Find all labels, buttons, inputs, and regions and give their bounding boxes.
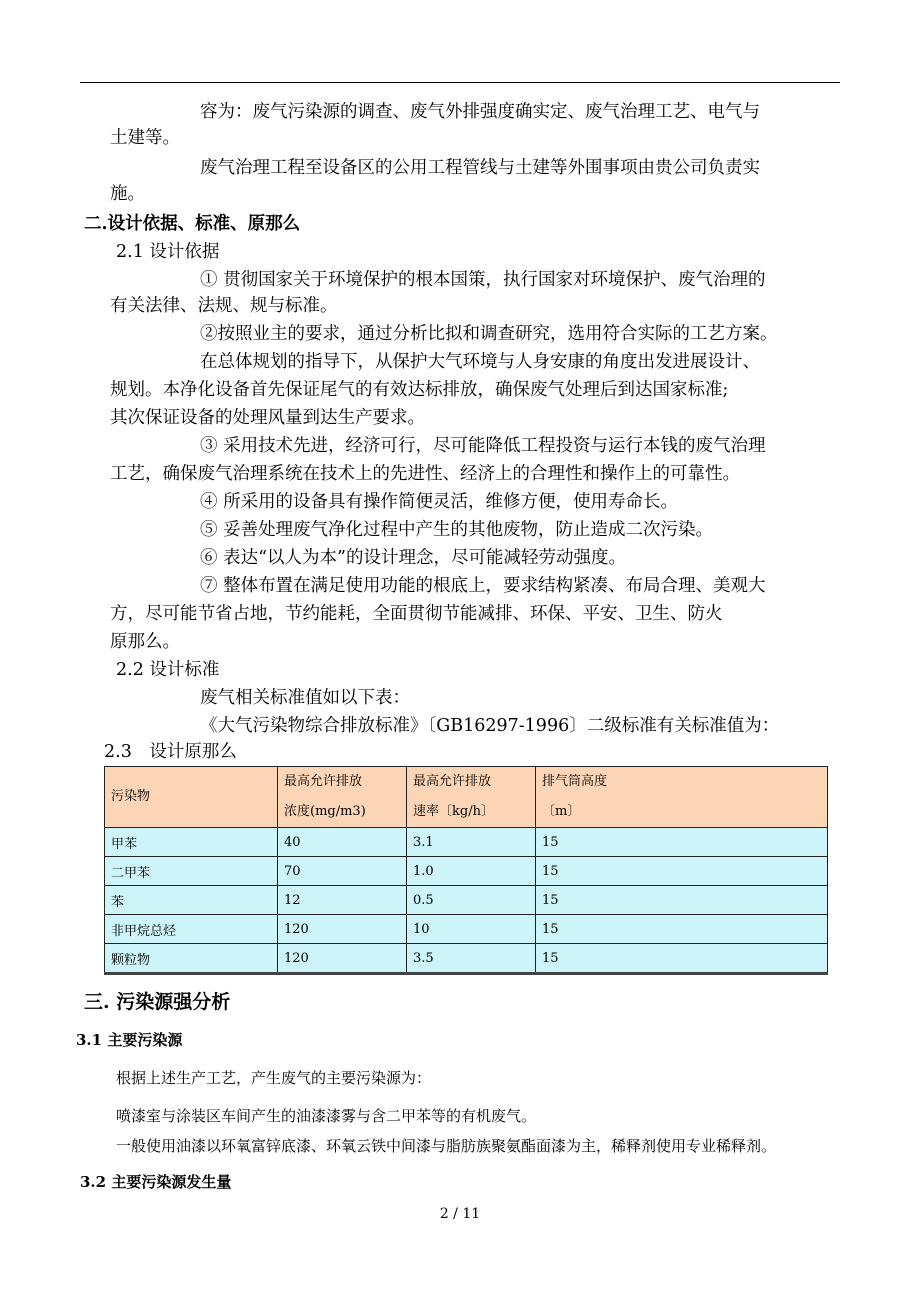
section-2-3-title: 2.3 设计原那么 bbox=[104, 742, 237, 762]
cell-rate: 3.5 bbox=[407, 944, 536, 974]
standard-line-2: 《大气污染物综合排放标准》〔GB16297-1996〕二级标准有关标准值为： bbox=[200, 716, 780, 736]
cell-rate: 3.1 bbox=[407, 828, 536, 857]
cell-pollutant: 甲苯 bbox=[105, 828, 278, 857]
basis-line-3: ②按照业主的要求，通过分析比拟和调查研究，选用符合实际的工艺方案。 bbox=[200, 324, 778, 344]
cell-pollutant: 二甲苯 bbox=[105, 857, 278, 886]
basis-line-5: 规划。本净化设备首先保证尾气的有效达标排放，确保废气处理后到达国家标准; bbox=[110, 380, 729, 400]
page-number: 2 / 11 bbox=[439, 1206, 481, 1222]
basis-line-4: 在总体规划的指导下，从保护大气环境与人身安康的角度出发进展设计、 bbox=[200, 352, 760, 372]
header-rule bbox=[80, 82, 840, 83]
cell-rate: 10 bbox=[407, 915, 536, 944]
section-3-title: 三. 污染源强分析 bbox=[84, 991, 231, 1013]
cell-stack-height: 15 bbox=[536, 857, 828, 886]
header-concentration-line-1: 最高允许排放 bbox=[284, 774, 363, 789]
cell-stack-height: 15 bbox=[536, 915, 828, 944]
source-line-3: 一般使用油漆以环氧富锌底漆、环氧云铁中间漆与脂肪族聚氨酯面漆为主，稀释剂使用专业稀释剂。 bbox=[116, 1137, 777, 1155]
cell-concentration: 120 bbox=[278, 944, 407, 974]
cell-rate: 1.0 bbox=[407, 857, 536, 886]
cell-pollutant: 颗粒物 bbox=[105, 944, 278, 974]
cell-concentration: 70 bbox=[278, 857, 407, 886]
cell-rate: 0.5 bbox=[407, 886, 536, 915]
table-row bbox=[105, 915, 828, 944]
header-rate-line-2: 速率〔kg/h〕 bbox=[413, 804, 494, 819]
basis-line-10: ⑤ 妥善处理废气净化过程中产生的其他废物，防止造成二次污染。 bbox=[200, 520, 714, 540]
basis-line-8: 工艺，确保废气治理系统在技术上的先进性、经济上的合理性和操作上的可靠性。 bbox=[110, 464, 740, 484]
cell-stack-height: 15 bbox=[536, 944, 828, 974]
basis-line-14: 原那么。 bbox=[110, 632, 180, 652]
basis-line-6: 其次保证设备的处理风量到达生产要求。 bbox=[110, 408, 425, 428]
table-row bbox=[105, 828, 828, 857]
header-pollutant: 污染物 bbox=[105, 767, 278, 828]
section-2-2-title: 2.2 设计标准 bbox=[116, 660, 220, 680]
cell-stack-height: 15 bbox=[536, 828, 828, 857]
basis-line-13: 方，尽可能节省占地，节约能耗，全面贯彻节能减排、环保、平安、卫生、防火 bbox=[110, 604, 723, 624]
cell-stack-height: 15 bbox=[536, 886, 828, 915]
cell-concentration: 120 bbox=[278, 915, 407, 944]
table-row bbox=[105, 944, 828, 974]
section-3-2-title: 3.2 主要污染源发生量 bbox=[80, 1173, 232, 1191]
intro-line-2: 土建等。 bbox=[110, 128, 180, 148]
intro-line-3: 废气治理工程至设备区的公用工程管线与土建等外围事项由贵公司负责实 bbox=[200, 158, 760, 178]
header-rate-line-1: 最高允许排放 bbox=[413, 774, 492, 789]
cell-concentration: 40 bbox=[278, 828, 407, 857]
cell-pollutant: 非甲烷总烃 bbox=[105, 915, 278, 944]
basis-line-7: ③ 采用技术先进，经济可行，尽可能降低工程投资与运行本钱的废气治理 bbox=[200, 436, 766, 456]
intro-line-4: 施。 bbox=[110, 184, 145, 204]
section-2-1-title: 2.1 设计依据 bbox=[116, 242, 220, 262]
header-stack-height bbox=[536, 767, 828, 828]
header-stack-height-line-2: 〔m〕 bbox=[542, 804, 581, 819]
header-concentration-line-2: 浓度(mg/m3) bbox=[284, 804, 366, 819]
basis-line-2: 有关法律、法规、规与标准。 bbox=[110, 296, 338, 316]
emission-standards-table bbox=[104, 766, 828, 975]
source-line-2: 喷漆室与涂装区车间产生的油漆漆雾与含二甲苯等的有机废气。 bbox=[116, 1107, 537, 1125]
basis-line-1: ① 贯彻国家关于环境保护的根本国策，执行国家对环境保护、废气治理的 bbox=[200, 270, 766, 290]
section-2-title: 二.设计依据、标准、原那么 bbox=[84, 214, 301, 234]
table-row bbox=[105, 886, 828, 915]
intro-line-1: 容为：废气污染源的调查、废气外排强度确实定、废气治理工艺、电气与 bbox=[200, 102, 760, 122]
section-3-1-title: 3.1 主要污染源 bbox=[76, 1031, 183, 1049]
table-row bbox=[105, 857, 828, 886]
header-concentration bbox=[278, 767, 407, 828]
basis-line-9: ④ 所采用的设备具有操作简便灵活，维修方便，使用寿命长。 bbox=[200, 492, 679, 512]
basis-line-11: ⑥ 表达“以人为本”的设计理念，尽可能减轻劳动强度。 bbox=[200, 548, 626, 568]
basis-line-12: ⑦ 整体布置在满足使用功能的根底上，要求结构紧凑、布局合理、美观大 bbox=[200, 576, 766, 596]
cell-pollutant: 苯 bbox=[105, 886, 278, 915]
table-header-row bbox=[105, 767, 828, 828]
source-line-1: 根据上述生产工艺，产生废气的主要污染源为： bbox=[116, 1069, 432, 1087]
header-stack-height-line-1: 排气筒高度 bbox=[542, 774, 608, 789]
header-rate bbox=[407, 767, 536, 828]
cell-concentration: 12 bbox=[278, 886, 407, 915]
standard-line-1: 废气相关标准值如以下表： bbox=[200, 688, 410, 708]
